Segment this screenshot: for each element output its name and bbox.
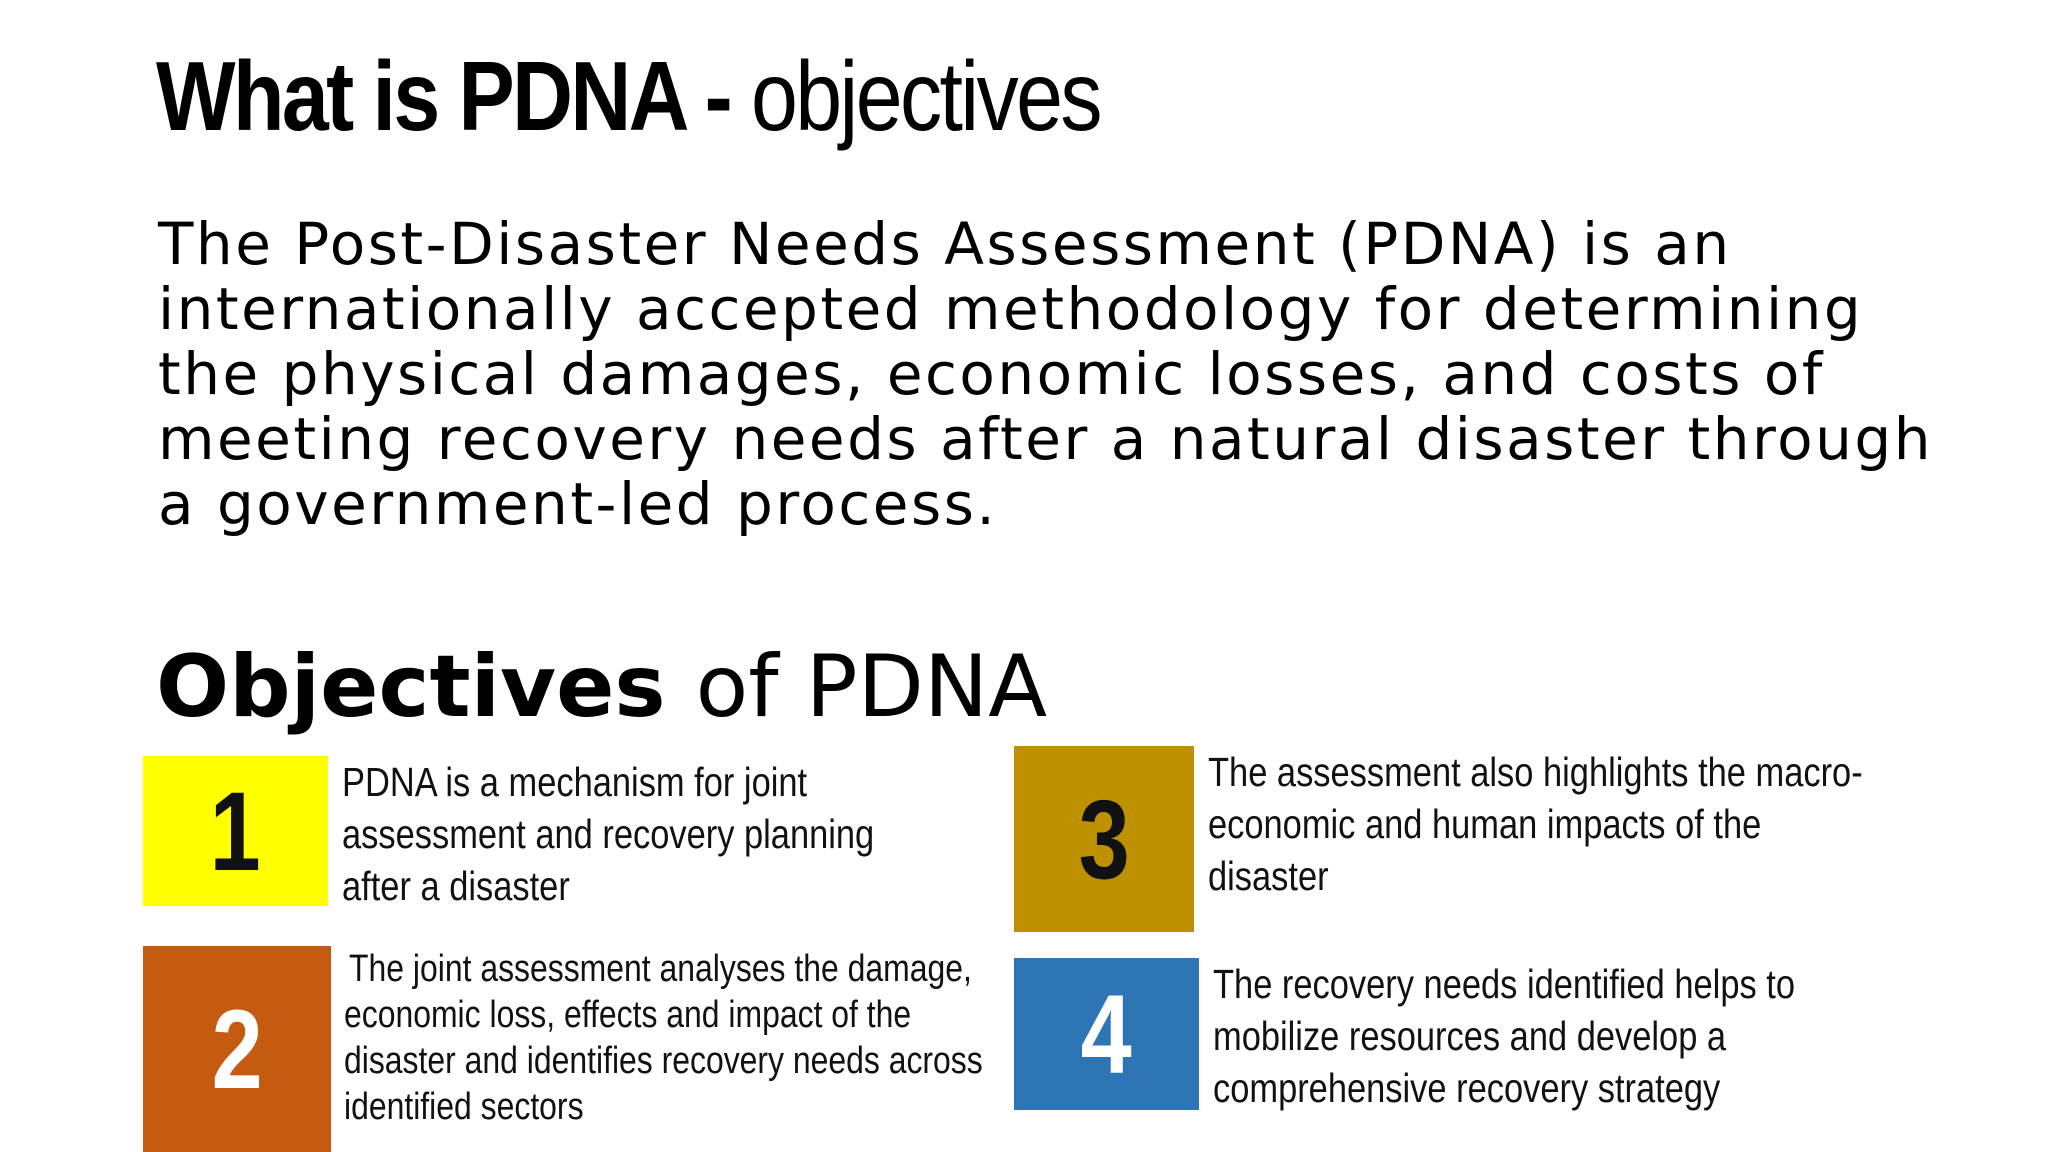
objective-1-text <box>342 756 874 912</box>
objective-2-line: identified sectors <box>344 1086 584 1128</box>
intro-paragraph: The Post-Disaster Needs Assessment (PDNA) is an internationally accepted methodology for determining the physical damages, economic losses, and costs of meeting recovery needs after a natural disaster through a government-led process. <box>158 210 1933 538</box>
objectives-heading-bold: Objectives <box>156 637 666 737</box>
objective-2-line: disaster and identifies recovery needs across <box>344 1040 983 1082</box>
objective-4-line: mobilize resources and develop a <box>1213 1013 1727 1059</box>
objective-2-line: economic loss, effects and impact of the <box>344 994 912 1036</box>
objective-3-line: The assessment also highlights the macro- <box>1208 749 1863 795</box>
objective-1-badge <box>143 756 328 906</box>
objective-3-line: economic and human impacts of the <box>1208 801 1762 847</box>
objective-2-number: 2 <box>211 986 263 1112</box>
objective-2-line: The joint assessment analyses the damage, <box>349 948 972 990</box>
objective-2-text <box>344 946 983 1130</box>
objective-4-number: 4 <box>1080 971 1133 1097</box>
objective-3-text <box>1208 746 1863 902</box>
objective-4-line: comprehensive recovery strategy <box>1213 1065 1721 1111</box>
objective-1-line: after a disaster <box>342 863 570 909</box>
objective-1-line: assessment and recovery planning <box>342 811 875 857</box>
objective-4-text <box>1213 958 1795 1114</box>
objective-4-line: The recovery needs identified helps to <box>1213 961 1796 1007</box>
page-title-light: objectives <box>750 41 1100 151</box>
objective-1-number: 1 <box>209 768 262 894</box>
page-title <box>156 40 1100 153</box>
objective-3-line: disaster <box>1208 853 1329 899</box>
objective-3-badge <box>1014 746 1194 932</box>
objective-4-badge <box>1014 958 1199 1110</box>
objective-1-line: PDNA is a mechanism for joint <box>342 759 808 805</box>
objectives-heading-light: of PDNA <box>695 637 1048 737</box>
page-title-bold: What is PDNA - <box>156 41 731 151</box>
objectives-heading <box>156 637 1048 737</box>
objective-2-badge <box>143 946 331 1152</box>
objective-3-number: 3 <box>1078 776 1130 902</box>
